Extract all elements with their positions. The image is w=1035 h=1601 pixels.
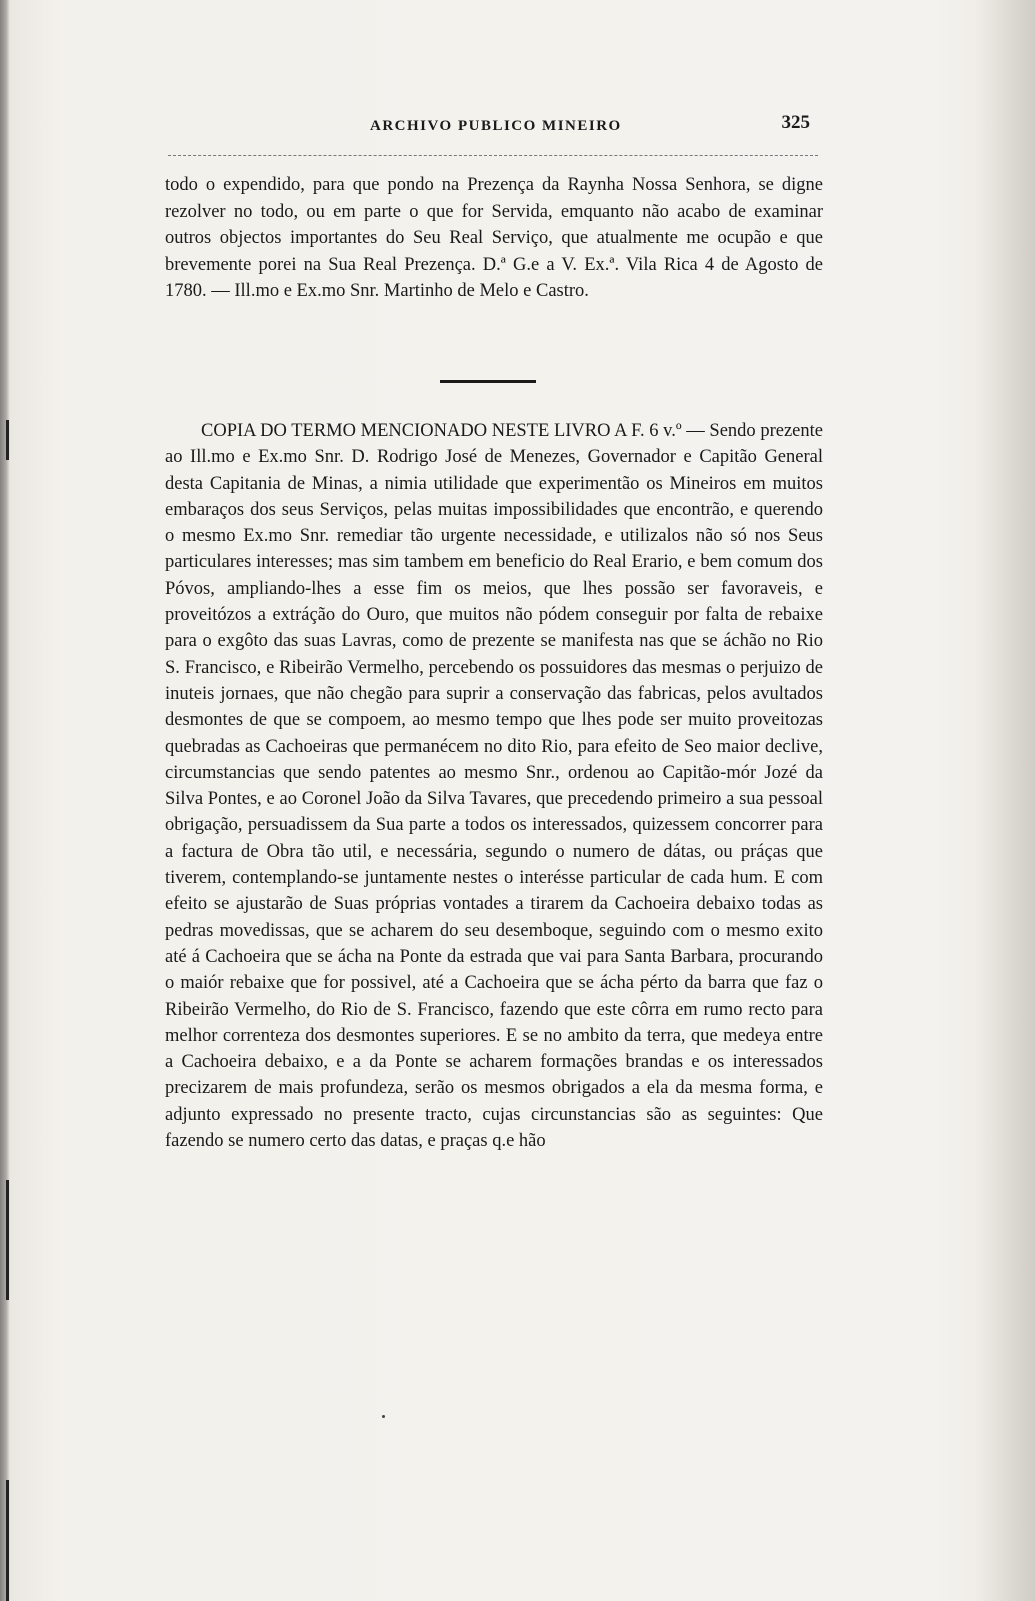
scan-left-edge — [0, 0, 10, 1601]
scan-edge-mark — [6, 1180, 9, 1300]
text-block-2 — [165, 418, 823, 1154]
paragraph-copia-do-termo: COPIA DO TERMO MENCIONADO NESTE LIVRO A F. 6 v.º — Sendo prezente ao Ill.mo e Ex.mo Snr. D. Rodrigo José de Menezes, Governador e Capitão General desta Capitania de Minas, a nimia utilidade que experimentão os Mineiros em muitos embaraços dos seus Serviços, pelas muitas impossibilidades que encontrão, e querendo o mesmo Ex.mo Snr. remediar tão urgente necessidade, e utilizalos não só nos Seus particulares interesses; mas sim tambem em beneficio do Real Erario, e bem comum dos Póvos, ampliando-lhes a esse fim os meios, que lhes possão ser favoraveis, e proveitózos a extráção do Ouro, que muitos não pódem conseguir por falta de rebaixe para o exgôto das suas Lavras, como de prezente se manifesta nas que se áchão no Rio S. Francisco, e Ribeirão Vermelho, percebendo os possuidores das mesmas o perjuizo de inuteis jornaes, que não chegão para suprir a conservação das fabricas, pelos avultados desmontes de que se compoem, ao mesmo tempo que lhes pode ser muito proveitozas quebradas as Cachoeiras que permanécem no dito Rio, para efeito de Seo maior declive, circumstancias que sendo patentes ao mesmo Snr., ordenou ao Capitão-mór Jozé da Silva Pontes, e ao Coronel João da Silva Tavares, que precedendo primeiro a sua pessoal obrigação, persuadissem da Sua parte a todos os interessados, quizessem concorrer para a factura de Obra tão util, e necessária, segundo o numero de dátas, ou práças que tiverem, contemplando-se juntamente nestes o interésse particular de cada hum. E com efeito se ajustarão de Suas próprias vontades a tirarem da Cachoeira debaixo todas as pedras movedissas, que se acharem do seu desemboque, seguindo com o mesmo exito até á Cachoeira que se ácha na Ponte da estrada que vai para Santa Barbara, procurando o maiór rebaixe que for possivel, até a Cachoeira que se ácha pérto da barra que faz o Ribeirão Vermelho, do Rio de S. Francisco, fazendo que este côrra em rumo recto para melhor correnteza dos desmontes superiores. E se no ambito da terra, que medeya entre a Cachoeira debaixo, e a da Ponte se acharem formações brandas e os interessados precizarem de mais profundeza, serão os mesmos obrigados a ela da mesma forma, e adjunto expressado no presente tracto, cujas circunstancias são as seguintes: Que fazendo se numero certo das datas, e praças q.e hão — [165, 421, 823, 1152]
paragraph-continuation: todo o expendido, para que pondo na Prezença da Raynha Nossa Senhora, se digne rezolver no todo, ou em parte o que for Servida, emquanto não acabo de examinar outros objectos importantes do Seu Real Serviço, que atualmente me ocupão e que brevemente porei na Sua Real Prezença. D.ª G.e a V. Ex.ª. Vila Rica 4 de Agosto de 1780. — Ill.mo e Ex.mo Snr. Martinho de Melo e Castro. — [165, 175, 823, 302]
page-number: 325 — [781, 112, 810, 133]
scan-edge-mark — [6, 1480, 9, 1601]
section-divider — [440, 380, 536, 383]
running-title: ARCHIVO PUBLICO MINEIRO — [370, 118, 622, 134]
header-rule — [168, 155, 818, 157]
page-header — [168, 112, 818, 142]
text-block-1 — [165, 172, 823, 305]
scan-right-edge — [975, 0, 1035, 1601]
scan-speck — [382, 1415, 385, 1418]
scan-edge-mark — [6, 420, 9, 460]
